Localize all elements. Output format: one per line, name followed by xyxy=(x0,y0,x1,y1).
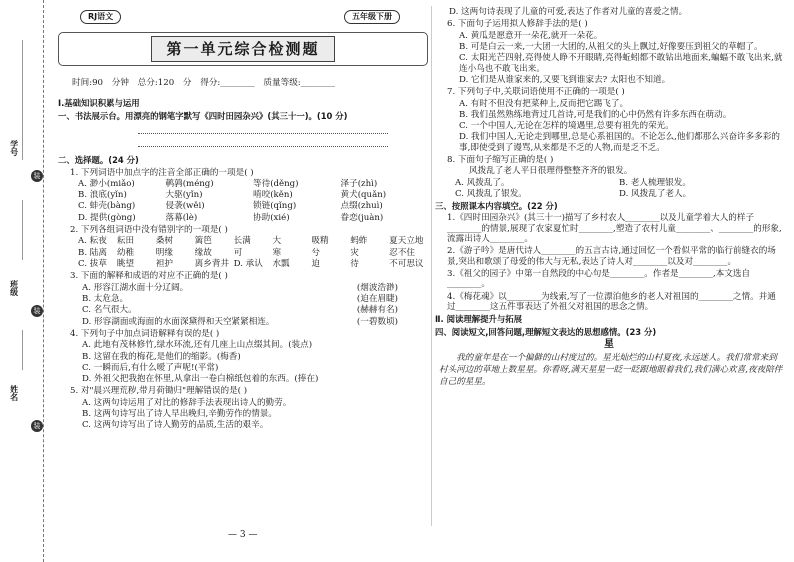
option-text: A. 此地有茂林修竹,绿水环流,还有几座上山点缀其间。(装点) xyxy=(82,340,313,351)
option-item: 蚂蚱 xyxy=(350,236,368,247)
option-item: 黄犬(quǎn) xyxy=(340,190,387,201)
option-item: B. 老人梳理银发。 xyxy=(619,177,691,188)
option-item: 离乡背井 xyxy=(194,259,230,270)
header-row xyxy=(58,8,428,28)
option-row xyxy=(78,248,428,258)
option-text: D. 这两句诗表现了儿童的可爱,表达了作者对儿童的喜爱之情。 xyxy=(449,7,688,17)
total-score: 总分:120 分 xyxy=(137,78,192,88)
section-heading: Ⅰ.基础知识积累与运用 xyxy=(58,98,140,109)
option-item: B. 陆离 xyxy=(78,247,107,258)
option-line xyxy=(82,305,428,315)
question-text: 3. 下面的解释和成语的对应不正确的是( ) xyxy=(70,271,228,282)
section-heading: 二、选择题。(24 分) xyxy=(58,155,139,166)
option-item: 等待(děng) xyxy=(253,178,299,189)
option-line xyxy=(82,317,428,327)
question-text: 5. 对"晨兴理荒秽,带月荷锄归"理解错误的是( ) xyxy=(70,386,248,397)
title-box xyxy=(58,32,428,66)
writing-line[interactable] xyxy=(138,124,388,134)
option-item: 灾 xyxy=(350,247,359,258)
option-text: D. 外祖父把我抱在怀里,从拿出一卷白棉纸包着的东西。(捧在) xyxy=(82,374,319,385)
option-item: 大驱(yǐn) xyxy=(165,190,203,201)
option-text: A. 有时不但没有把菜种上,反而把它踢飞了。 xyxy=(459,98,629,109)
option-text: C. 太阳光芒四射,亮得使人睁不开眼睛,亮得蚯蚓都不敢钻出地面来,蝙蝠不敢飞出来,就连小鸟也不敢飞出来。 xyxy=(459,53,783,74)
option-item: 可 xyxy=(233,247,243,258)
fill-in-question[interactable]: 4.《梅花魂》以________为线索,写了一位漂泊他乡的老人对祖国的________之情。并通过________这五件事表达了外祖父对祖国的思念之情。 xyxy=(447,291,776,312)
right-column xyxy=(435,6,783,551)
option-item: C. 拔草 xyxy=(78,259,107,270)
fill-in-question[interactable]: 1.《四时田园杂兴》(其三十一)描写了乡村农人________以及儿童学着大人的样子________的情景,展现了农家夏忙时________,塑造了农村儿童________、________的形象,流露出诗人________。 xyxy=(447,213,782,245)
option-item: 忍不住 xyxy=(389,247,415,258)
binding-hole: 装 xyxy=(31,305,43,317)
option-text: D. 形容湖面或海面的水面深黛得和天空紧紧相连。 xyxy=(82,316,275,327)
option-item: 落幕(lè) xyxy=(165,212,198,223)
option-row xyxy=(78,179,428,189)
option-text: D. 我们中国人,无论走到哪里,总是心系祖国的。不论怎么,他们都那么兴奋许多多彩的事,即使受到了谩骂,从来都是不乏的人物,而是乏不乏。 xyxy=(459,132,781,153)
page-title: 第一单元综合检测题 xyxy=(151,36,334,62)
option-item: 大 xyxy=(272,236,282,247)
binding-hole: 装 xyxy=(31,420,43,432)
option-item: A. 渺小(miǎo) xyxy=(78,178,135,189)
option-item: 幼稚 xyxy=(116,247,135,258)
option-text: C. 这两句诗写出了诗人勤劳的品质,生活的艰辛。 xyxy=(82,420,269,431)
student-id-label: 学号 xyxy=(9,140,19,156)
option-item: 耘田 xyxy=(116,236,135,247)
option-item: 不可思议 xyxy=(389,259,424,270)
option-item: 眺望 xyxy=(116,259,135,270)
question-text: 7. 下列句子中,关联词语使用不正确的一项是( ) xyxy=(447,87,625,98)
option-item: 啃咬(kěn) xyxy=(253,190,293,201)
option-item: C. 蚌壳(bàng) xyxy=(78,201,136,212)
question-stem: 风拨乱了老人平日很理得整整齐齐的银发。 xyxy=(469,166,633,177)
option-item: B. 浪底(yǐn) xyxy=(78,190,127,201)
subject-tag: RJ语文 xyxy=(80,10,121,24)
option-row xyxy=(78,236,428,246)
option-item: 侵袭(wěi) xyxy=(165,201,205,212)
option-note: (迫在眉睫) xyxy=(356,293,398,304)
option-row xyxy=(455,178,783,188)
option-text: B. 这留在我的梅花,是他们的缩影。(梅香) xyxy=(82,351,241,362)
passage-title: 星 xyxy=(604,339,614,351)
option-note: (赫赫有名) xyxy=(356,305,398,316)
option-item: A. 风拨乱了。 xyxy=(455,177,510,188)
option-item: 夏天立地 xyxy=(389,236,424,247)
fill-in-question[interactable]: 3.《祖父的园子》中第一自然段的中心句是________。作者是________,本文选自________。 xyxy=(447,268,751,290)
exam-meta xyxy=(72,78,428,88)
option-item: 锁链(qǐng) xyxy=(253,201,297,212)
question-text: 6. 下面句子运用拟人修辞手法的是( ) xyxy=(447,19,588,30)
option-row xyxy=(78,201,428,211)
option-text: B. 太危急。 xyxy=(82,293,129,304)
question-text: 2. 下列各组词语中没有错别字的一项是( ) xyxy=(70,225,228,236)
option-item: 泽子(zhì) xyxy=(340,178,378,189)
option-item: 水瓢 xyxy=(272,259,290,270)
option-item: 点缀(zhuì) xyxy=(340,201,383,212)
time-limit: 时间:90 分钟 xyxy=(72,78,129,88)
option-row xyxy=(78,259,428,269)
option-item: 协助(xié) xyxy=(253,212,290,223)
option-text: D. 它们是从谁家来的,又要飞到谁家去? 太阳也不知道。 xyxy=(459,74,671,85)
binding-line xyxy=(22,330,23,370)
name-label: 姓名 xyxy=(9,385,19,401)
question-text: 4. 下列句子中加点词语解释有误的是( ) xyxy=(70,328,220,339)
option-item: 缘故 xyxy=(194,247,212,258)
option-note: (烟波浩渺) xyxy=(356,282,398,293)
option-note: (一碧数顷) xyxy=(356,316,398,327)
option-item: 篱笆 xyxy=(194,236,212,247)
option-item: 桑树 xyxy=(155,236,173,247)
option-item: 兮 xyxy=(311,247,320,258)
option-text: C. 一瞬而后,有什么嗳了声呢!(平常) xyxy=(82,362,219,373)
option-text: A. 这两句诗运用了对比的修辞手法表现出诗人的勤劳。 xyxy=(82,397,292,408)
column-divider xyxy=(431,6,432,526)
option-item: 鹌鹑(méng) xyxy=(165,178,214,189)
reading-passage: 我的童年是在一个偏僻的山村度过的。星光灿烂的山村夏夜,永远迷人。我们常常来到村头河边的草地上数星星。你看呀,满天星星一眨一眨跟地眼着我们,我们满心欢喜,夜夜陪伴自己的星星。 xyxy=(439,353,783,387)
section-heading: 四、阅读短文,回答问题,理解短文表达的思想感情。(23 分) xyxy=(435,327,657,338)
option-item: 明缘 xyxy=(155,247,173,258)
question-text: 1. 下列词语中加点字的注音全部正确的一项是( ) xyxy=(70,167,254,178)
option-item: 袒护 xyxy=(155,259,173,270)
option-item: D. 风拨乱了老人。 xyxy=(619,189,692,199)
option-row xyxy=(78,213,428,223)
option-item: 寒 xyxy=(272,247,282,258)
grade-tag: 五年级下册 xyxy=(344,10,400,24)
option-item: D. 承认 xyxy=(233,259,263,270)
binding-hole: 装 xyxy=(31,170,43,182)
option-text: B. 我们虽然熟练地背过几首诗,可是我们的心中仍然有许多东西在萌动。 xyxy=(459,109,732,120)
option-item: A. 耘夜 xyxy=(78,236,107,247)
option-text: B. 可是白云一来,一大团一大团的,从祖父的头上飘过,好像要压到祖父的草帽了。 xyxy=(459,41,763,52)
binding-strip xyxy=(0,0,44,562)
grade-field[interactable]: 质量等级:________ xyxy=(263,78,336,88)
writing-line[interactable] xyxy=(138,137,388,147)
binding-line xyxy=(22,40,23,160)
fill-in-question[interactable]: 2.《游子吟》是唐代诗人________的五言古诗,通过回忆一个看似平常的临行前缝衣的场景,突出和歌颂了母爱的伟大与无私,表达了诗人对________以及对________。 xyxy=(447,246,776,267)
option-item: 眷恋(juàn) xyxy=(340,212,384,223)
option-text: A. 黄瓜是愿意开一朵花,就开一朵花。 xyxy=(459,30,603,41)
option-row xyxy=(78,190,428,200)
option-item: 迫 xyxy=(311,259,320,270)
score-field[interactable]: 得分:________ xyxy=(200,78,255,88)
option-item: 长满 xyxy=(233,236,251,247)
option-item: D. 提供(gòng) xyxy=(78,212,136,223)
class-label: 班级 xyxy=(9,280,19,296)
option-line xyxy=(82,294,428,304)
option-text: A. 形容江湖水面十分辽阔。 xyxy=(82,282,189,293)
question-heading: 一、书法展示台。用漂亮的钢笔字默写《四时田园杂兴》(其三十一)。(10 分) xyxy=(58,111,348,122)
option-item: 待 xyxy=(350,259,359,270)
option-text: C. 名气很大。 xyxy=(82,305,137,316)
option-row xyxy=(455,189,783,199)
option-text: C. 一个中国人,无论在怎样的境遇里,总要有祖先的荣光。 xyxy=(459,121,674,132)
page-number: — 3 — xyxy=(228,530,258,541)
binding-line xyxy=(22,200,23,260)
option-item: 吸精 xyxy=(311,236,329,247)
left-column xyxy=(58,8,428,553)
option-text: B. 这两句诗写出了诗人早出晚归,辛勤劳作的情景。 xyxy=(82,409,277,420)
option-line xyxy=(82,283,428,293)
section-heading: Ⅱ. 阅读理解提升与拓展 xyxy=(435,314,522,325)
question-text: 8. 下面句子缩写正确的是( ) xyxy=(447,155,554,166)
option-item: C. 风拨乱了银发。 xyxy=(455,189,527,199)
section-heading: 三、按照课本内容填空。(22 分) xyxy=(435,201,558,212)
